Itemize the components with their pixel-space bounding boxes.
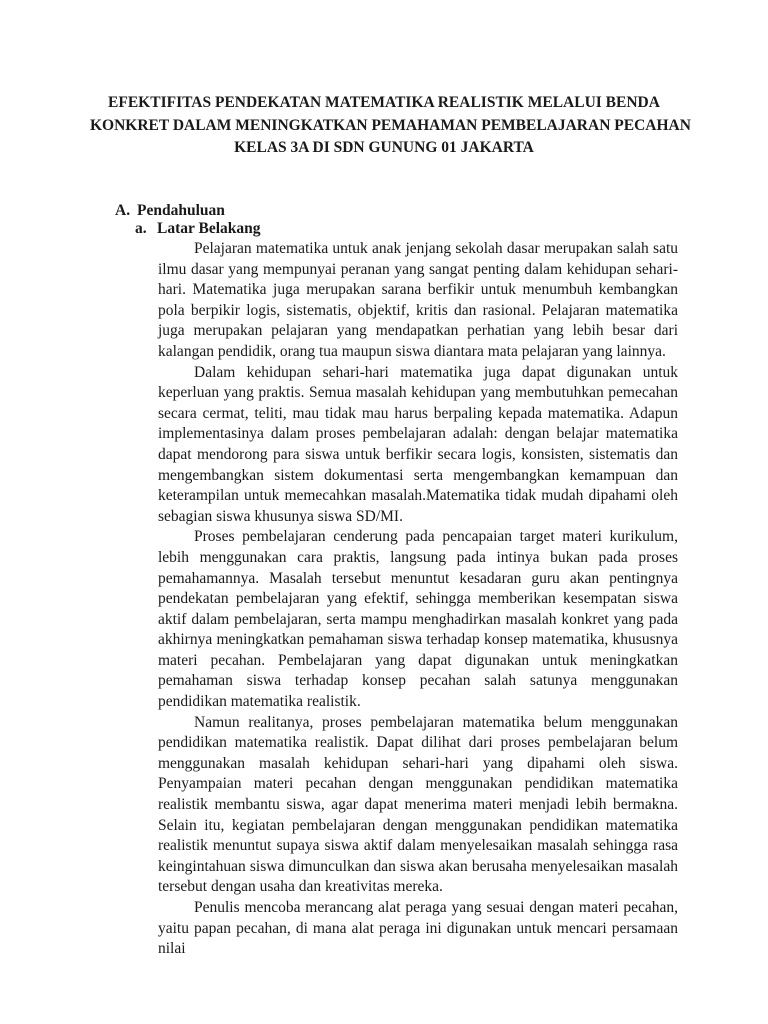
subsection-label: Latar Belakang xyxy=(157,220,261,237)
paragraph: Dalam kehidupan sehari-hari matematika juga dapat digunakan untuk keperluan yang praktis. Semua masalah kehidupan yang membutuhkan pemecahan secara cermat, teliti, mau tidak mau harus berpaling kepada matematika. Adapun implementasinya dalam proses pembelajaran adalah: dengan belajar matematika dapat mendorong para siswa untuk berfikir secara logis, konsisten, sistematis dan mengembangkan sistem dokumentasi serta mengembangkan kemampuan dan keterampilan untuk memecahkan masalah.Matematika tidak mudah dipahami oleh sebagian siswa khusunya siswa SD/MI. xyxy=(158,363,678,525)
subsection-marker: a. xyxy=(135,220,147,237)
title-line: KONKRET DALAM MENINGKATKAN PEMAHAMAN PEMBELAJARAN PECAHAN xyxy=(90,116,691,134)
title-line: EFEKTIFITAS PENDEKATAN MATEMATIKA REALISTIK MELALUI BENDA xyxy=(108,94,660,111)
section-label: Pendahuluan xyxy=(137,202,225,219)
paragraph: Namun realitanya, proses pembelajaran matematika belum menggunakan pendidikan matematika realistik. Dapat dilihat dari proses pembelajaran belum menggunakan masalah kehidupan sehari-hari yang dipahami oleh siswa. Penyampaian materi pecahan dengan menggunakan pendidikan matematika realistik membantu siswa, agar dapat menerima materi menjadi lebih bermakna. Selain itu, kegiatan pembelajaran dengan menggunakan pendidikan matematika realistik menuntut supaya siswa aktif dalam menyelesaikan masalah sehingga rasa keingintahuan siswa dimunculkan dan siswa akan berusaha menyelesaikan masalah tersebut dengan usaha dan kreativitas mereka. xyxy=(158,713,678,896)
body-text xyxy=(158,239,678,960)
section-marker: A. xyxy=(115,202,131,219)
section-heading xyxy=(115,201,225,221)
subsection-heading xyxy=(135,219,261,239)
paragraph: Pelajaran matematika untuk anak jenjang sekolah dasar merupakan salah satu ilmu dasar yang mempunyai peranan yang sangat penting dalam kehidupan sehari-hari. Matematika juga merupakan sarana berfikir untuk menumbuh kembangkan pola berpikir logis, sistematis, objektif, kritis dan rasional. Pelajaran matematika juga merupakan pelajaran yang mendapatkan perhatian yang lebih besar dari kalangan pendidik, orang tua maupun siswa diantara mata pelajaran yang lainnya. xyxy=(158,240,678,360)
document-title xyxy=(90,92,691,160)
paragraph: Penulis mencoba merancang alat peraga yang sesuai dengan materi pecahan, yaitu papan pecahan, di mana alat peraga ini digunakan untuk mencari persamaan nilai xyxy=(158,899,678,958)
title-line: KELAS 3A DI SDN GUNUNG 01 JAKARTA xyxy=(234,139,534,156)
paragraph: Proses pembelajaran cenderung pada pencapaian target materi kurikulum, lebih menggunakan cara praktis, langsung pada intinya bukan pada proses pemahamannya. Masalah tersebut menuntut kesadaran guru akan pentingnya pendekatan pembelajaran yang efektif, sehingga memberikan kesempatan siswa aktif dalam pembelajaran, serta mampu menghadirkan masalah konkret yang pada akhirnya meningkatkan pemahaman siswa terhadap konsep matematika, khususnya materi pecahan. Pembelajaran yang dapat digunakan untuk meningkatkan pemahaman siswa terhadap konsep pecahan salah satunya menggunakan pendidikan matematika realistik. xyxy=(158,528,678,711)
